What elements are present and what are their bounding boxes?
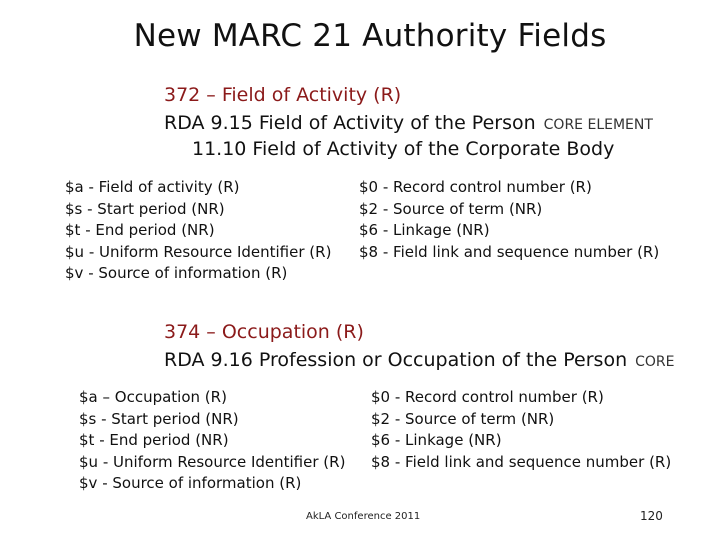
slide-title: New MARC 21 Authority Fields [133, 18, 607, 54]
page-number: 120 [640, 509, 663, 523]
core-badge: CORE [635, 354, 675, 370]
subfield-item: $6 - Linkage (NR) [371, 431, 502, 449]
subfield-item: $0 - Record control number (R) [371, 388, 604, 406]
subfield-item: $u - Uniform Resource Identifier (R) [79, 452, 346, 471]
subfield-item: $8 - Field link and sequence number (R) [371, 452, 672, 471]
subfield-item: $t - End period (NR) [65, 221, 215, 239]
subfield-item: $u - Uniform Resource Identifier (R) [65, 242, 332, 261]
field-372-right-subfields [359, 177, 659, 263]
subfield-item: $v - Source of information (R) [65, 264, 288, 282]
field-374-rda-line-1 [164, 349, 674, 371]
field-372-rda-line-2: 11.10 Field of Activity of the Corporate Body [192, 138, 615, 160]
subfield-item: $s - Start period (NR) [65, 199, 225, 218]
field-374-rda-occupation: RDA 9.16 Profession or Occupation of the Person [164, 349, 628, 371]
field-372-rda-person: RDA 9.15 Field of Activity of the Person [164, 112, 536, 134]
subfield-item: $a – Occupation (R) [79, 388, 227, 406]
subfield-item: $6 - Linkage (NR) [359, 221, 490, 239]
subfield-item: $s - Start period (NR) [79, 409, 239, 428]
subfield-item: $0 - Record control number (R) [359, 178, 592, 196]
subfield-item: $2 - Source of term (NR) [359, 199, 543, 218]
field-374-left-subfields [79, 387, 345, 495]
field-372-heading: 372 – Field of Activity (R) [164, 84, 402, 106]
subfield-item: $v - Source of information (R) [79, 474, 302, 492]
field-374-right-subfields [371, 387, 671, 473]
field-372-left-subfields [65, 177, 331, 285]
core-element-badge: CORE ELEMENT [543, 117, 653, 133]
field-374-heading: 374 – Occupation (R) [164, 321, 364, 343]
subfield-item: $8 - Field link and sequence number (R) [359, 242, 660, 261]
subfield-item: $2 - Source of term (NR) [371, 409, 555, 428]
subfield-item: $a - Field of activity (R) [65, 178, 240, 196]
field-372-rda-line-1 [164, 112, 653, 134]
subfield-item: $t - End period (NR) [79, 431, 229, 449]
conference-footer: AkLA Conference 2011 [306, 511, 421, 522]
